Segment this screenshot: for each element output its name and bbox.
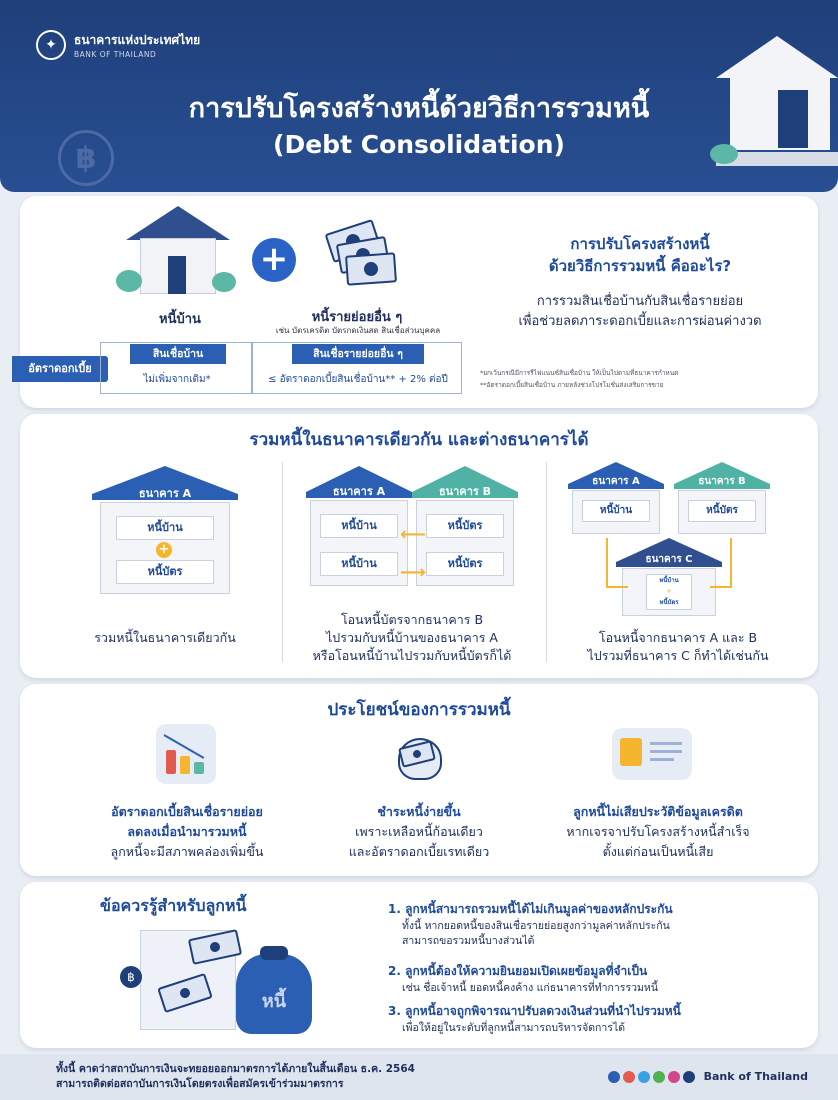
what-is-panel xyxy=(20,196,818,408)
twitter-icon[interactable] xyxy=(638,1071,650,1083)
scenario-2-caption-3: หรือโอนหนี้บ้านไปรวมกับหนี้บัตรก็ได้ xyxy=(312,648,512,663)
rate-head-other: สินเชื่อรายย่อยอื่น ๆ xyxy=(292,344,424,364)
home-icon xyxy=(126,206,230,296)
bank-b-building xyxy=(674,462,770,534)
page-title-en: (Debt Consolidation) xyxy=(273,130,565,159)
home-debt-label: หนี้บ้าน xyxy=(159,312,201,327)
home-debt-slot: หนี้บ้าน xyxy=(320,514,398,538)
footnote-1: *ยกเว้นกรณีมีการรีไฟแนนซ์สินเชื่อบ้าน ให้เป็นไปตามที่ธนาคารกำหนด xyxy=(480,369,679,377)
bag-label: หนี้ xyxy=(261,991,287,1012)
arrow-down-icon xyxy=(606,538,628,588)
money-bills-icon xyxy=(322,222,402,292)
arrow-left-icon: ⟵ xyxy=(400,524,426,545)
bank-a-building xyxy=(568,462,664,534)
benefit-3-body-2: ตั้งแต่ก่อนเป็นหนี้เสีย xyxy=(602,844,714,859)
note-1 xyxy=(388,900,808,949)
bar-chart-down-icon xyxy=(156,724,216,784)
money-bag-icon xyxy=(388,724,448,784)
rate-value-home: ไม่เพิ่มจากเดิม* xyxy=(143,374,211,385)
note-2-heading: 2. ลูกหนี้ต้องให้ความยินยอมเปิดเผยข้อมูลที่จำเป็น xyxy=(388,964,648,978)
bot-logo xyxy=(36,30,200,60)
baht-coin-icon: ฿ xyxy=(58,130,114,186)
arrow-right-icon: ⟶ xyxy=(400,562,426,583)
benefit-2-title: ชำระหนี้ง่ายขึ้น xyxy=(377,804,461,819)
footer xyxy=(0,1054,838,1100)
facebook-icon[interactable] xyxy=(608,1071,620,1083)
scenario-1-caption: รวมหนี้ในธนาคารเดียวกัน xyxy=(94,630,236,645)
note-1-heading: 1. ลูกหนี้สามารถรวมหนี้ได้ไม่เกินมูลค่าของหลักประกัน xyxy=(388,902,673,916)
bank-b-label: ธนาคาร B xyxy=(698,476,746,487)
home-debt-slot: หนี้บ้าน xyxy=(582,500,650,522)
benefit-3-body-1: หากเจรจาปรับโครงสร้างหนี้สำเร็จ xyxy=(566,824,750,839)
plus-icon: + xyxy=(252,238,296,282)
benefit-3-title: ลูกหนี้ไม่เสียประวัติข้อมูลเครดิต xyxy=(573,804,743,819)
plus-icon: + xyxy=(156,542,172,558)
card-debt-slot: หนี้บัตร xyxy=(426,552,504,576)
rate-head-home: สินเชื่อบ้าน xyxy=(130,344,226,364)
footer-line-1: ทั้งนี้ คาดว่าสถาบันการเงินจะทยอยออกมาตรการได้ภายในสิ้นเดือน ธ.ค. 2564 xyxy=(56,1063,415,1075)
note-1-body-1: ทั้งนี้ หากยอดหนี้ของสินเชื่อรายย่อยสูงกว่ามูลค่าหลักประกัน xyxy=(402,920,670,932)
divider xyxy=(546,462,547,662)
line-icon[interactable] xyxy=(653,1071,665,1083)
page-title-th: การปรับโครงสร้างหนี้ด้วยวิธีการรวมหนี้ xyxy=(188,93,650,124)
merged-debt-slot xyxy=(646,574,692,610)
benefits-panel xyxy=(20,684,818,876)
bank-c-building xyxy=(616,538,722,616)
social-links xyxy=(608,1070,808,1083)
note-2 xyxy=(388,962,808,996)
answer-text-1: การรวมสินเชื่อบ้านกับสินเชื่อรายย่อย xyxy=(536,294,744,309)
scenario-3-caption-2: ไปรวมที่ธนาคาร C ก็ทำได้เช่นกัน xyxy=(587,648,769,663)
instagram-icon[interactable] xyxy=(668,1071,680,1083)
benefit-1-title: อัตราดอกเบี้ยสินเชื่อรายย่อย xyxy=(111,804,263,819)
id-card-icon xyxy=(612,728,692,780)
divider xyxy=(282,462,283,662)
notes-title: ข้อควรรู้สำหรับลูกหนี้ xyxy=(100,896,247,915)
bank-c-label: ธนาคาร C xyxy=(645,554,693,565)
bank-options-title: รวมหนี้ในธนาคารเดียวกัน และต่างธนาคารได้ xyxy=(249,430,589,450)
merged-home-debt: หนี้บ้าน xyxy=(659,577,679,584)
bank-options-panel xyxy=(20,414,818,678)
bank-a-building xyxy=(92,466,238,594)
note-3-body-1: เพื่อให้อยู่ในระดับที่ลูกหนี้สามารถบริหารจัดการได้ xyxy=(402,1022,626,1034)
benefit-1-title-2: ลดลงเมื่อนำมารวมหนี้ xyxy=(127,824,247,839)
note-2-body-1: เช่น ชื่อเจ้าหนี้ ยอดหนี้คงค้าง แก่ธนาคารที่ทำการรวมหนี้ xyxy=(402,982,659,994)
merged-card-debt: หนี้บัตร xyxy=(659,599,679,606)
org-name-en: BANK OF THAILAND xyxy=(74,50,157,59)
emblem-icon: ✦ xyxy=(36,30,66,60)
header-banner xyxy=(0,0,838,192)
answer-text-2: เพื่อช่วยลดภาระดอกเบี้ยและการผ่อนค่างวด xyxy=(518,314,762,329)
interest-rate-label: อัตราดอกเบี้ย xyxy=(12,356,108,382)
question-heading-1: การปรับโครงสร้างหนี้ xyxy=(570,235,710,253)
scenario-3-caption-1: โอนหนี้จากธนาคาร A และ B xyxy=(598,630,758,645)
bank-a-label: ธนาคาร A xyxy=(332,485,386,498)
note-3-heading: 3. ลูกหนี้อาจถูกพิจารณาปรับลดวงเงินส่วนที่นำไปรวมหนี้ xyxy=(388,1004,681,1018)
bank-a-building xyxy=(306,466,412,586)
org-name-th: ธนาคารแห่งประเทศไทย xyxy=(74,33,201,47)
rate-value-other: ≤ อัตราดอกเบี้ยสินเชื่อบ้าน** + 2% ต่อปี xyxy=(268,374,448,385)
bank-a-label: ธนาคาร A xyxy=(138,487,192,500)
benefit-2-body-1: เพราะเหลือหนี้ก้อนเดียว xyxy=(355,824,483,839)
footer-line-2: สามารถติดต่อสถาบันการเงินโดยตรงเพื่อสมัครเข้าร่วมมาตรการ xyxy=(56,1078,344,1090)
question-heading-2: ด้วยวิธีการรวมหนี้ คืออะไร? xyxy=(548,257,732,275)
card-debt-slot: หนี้บัตร xyxy=(426,514,504,538)
bank-a-label: ธนาคาร A xyxy=(592,476,640,487)
home-debt-slot: หนี้บ้าน xyxy=(116,516,214,540)
home-debt-slot: หนี้บ้าน xyxy=(320,552,398,576)
note-3 xyxy=(388,1002,808,1036)
benefit-1-body: ลูกหนี้จะมีสภาพคล่องเพิ่มขึ้น xyxy=(110,844,264,859)
other-debt-examples: เช่น บัตรเครดิต บัตรกดเงินสด สินเชื่อส่วนบุคคล xyxy=(275,326,441,335)
house-illustration-icon xyxy=(716,36,838,166)
notes-panel xyxy=(20,882,818,1048)
card-debt-slot: หนี้บัตร xyxy=(688,500,756,522)
brand-name: Bank of Thailand xyxy=(703,1070,808,1083)
footnote-2: **อัตราดอกเบี้ยสินเชื่อบ้าน ภายหลังช่วงโปรโมชั่นส่งเสริมการขาย xyxy=(480,381,664,389)
bank-b-building xyxy=(412,466,518,586)
arrow-down-icon xyxy=(710,538,732,588)
plus-icon: + xyxy=(666,588,672,595)
benefit-2-body-2: และอัตราดอกเบี้ยเรทเดียว xyxy=(348,844,490,859)
other-debt-label: หนี้รายย่อยอื่น ๆ xyxy=(311,310,403,325)
benefits-title: ประโยชน์ของการรวมหนี้ xyxy=(327,700,511,720)
youtube-icon[interactable] xyxy=(623,1071,635,1083)
bank-b-label: ธนาคาร B xyxy=(438,485,492,498)
scenario-2-caption-2: ไปรวมกับหนี้บ้านของธนาคาร A xyxy=(326,630,498,645)
footer-text xyxy=(56,1062,415,1092)
note-1-body-2: สามารถขอรวมหนี้บางส่วนได้ xyxy=(402,935,535,947)
debt-illustration-icon: ฿ หนี้ xyxy=(120,926,320,1036)
podcast-icon[interactable] xyxy=(683,1071,695,1083)
scenario-2-caption-1: โอนหนี้บัตรจากธนาคาร B xyxy=(340,612,484,627)
card-debt-slot: หนี้บัตร xyxy=(116,560,214,584)
